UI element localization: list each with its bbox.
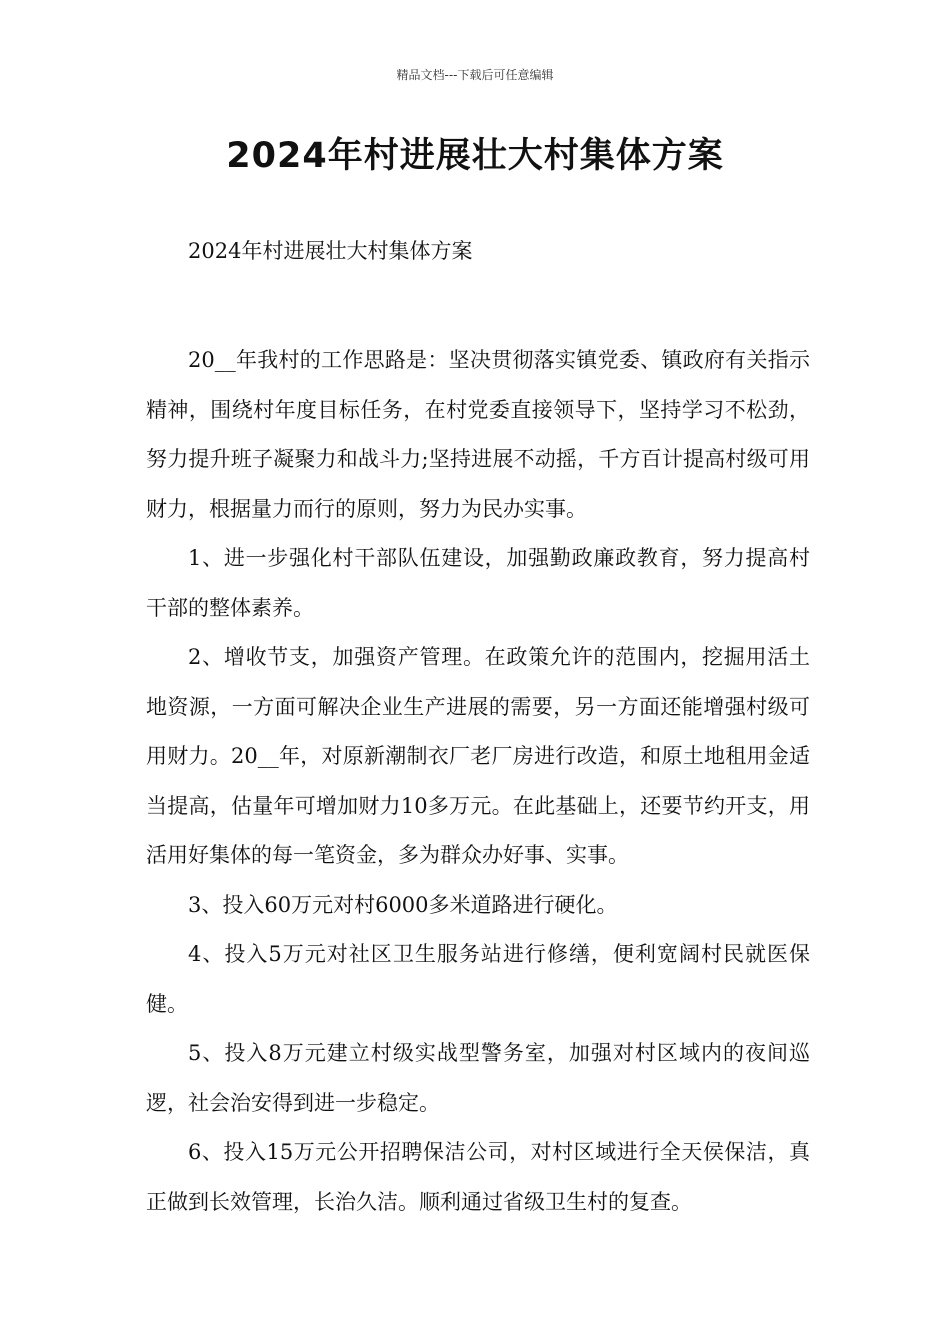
document-body xyxy=(146,336,810,1227)
paragraph-item-4: 4、投入5万元对社区卫生服务站进行修缮，便利宽阔村民就医保健。 xyxy=(146,942,810,1016)
document-subtitle: 2024年村进展壮大村集体方案 xyxy=(188,239,473,263)
document-title: 2024年村进展壮大村集体方案 xyxy=(226,136,724,176)
paragraph-intro: 20__年我村的工作思路是：坚决贯彻落实镇党委、镇政府有关指示精神，围绕村年度目标任务，在村党委直接领导下，坚持学习不松劲，努力提升班子凝聚力和战斗力;坚持进展不动摇，千方百计提高村级可用财力，根据量力而行的原则，努力为民办实事。 xyxy=(146,348,810,521)
header-note: 精品文档---下载后可任意编辑 xyxy=(396,68,554,82)
paragraph-item-3: 3、投入60万元对村6000多米道路进行硬化。 xyxy=(188,892,618,917)
paragraph-item-2: 2、增收节支，加强资产管理。在政策允许的范围内，挖掘用活土地资源，一方面可解决企业生产进展的需要，另一方面还能增强村级可用财力。20__年，对原新潮制衣厂老厂房进行改造，和原土地租用金适当提高，估量年可增加财力10多万元。在此基础上，还要节约开支，用活用好集体的每一笔资金，多为群众办好事、实事。 xyxy=(146,645,810,867)
paragraph-item-6: 6、投入15万元公开招聘保洁公司，对村区域进行全天侯保洁，真正做到长效管理，长治久洁。顺利通过省级卫生村的复查。 xyxy=(146,1140,810,1214)
paragraph-item-5: 5、投入8万元建立村级实战型警务室，加强对村区域内的夜间巡逻，社会治安得到进一步稳定。 xyxy=(146,1041,810,1115)
paragraph-item-1: 1、进一步强化村干部队伍建设，加强勤政廉政教育，努力提高村干部的整体素养。 xyxy=(146,546,810,620)
